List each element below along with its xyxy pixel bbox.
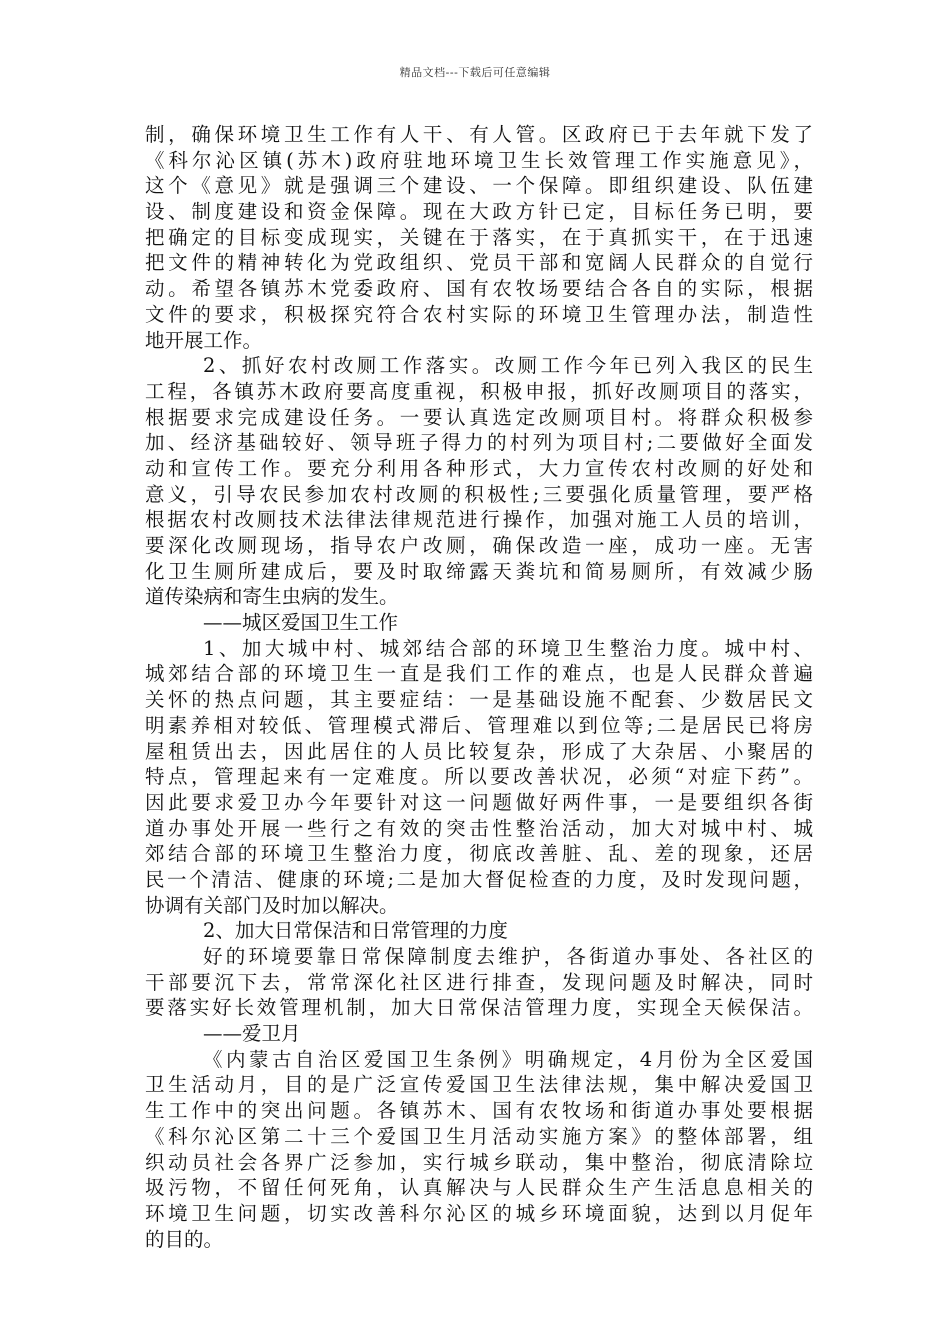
text-line: 《科尔沁区第二十三个爱国卫生月活动实施方案》的整体部署，组	[145, 1124, 813, 1148]
text-line: 这个《意见》就是强调三个建设、一个保障。即组织建设、队伍建	[145, 174, 813, 198]
text-line: 城郊结合部的环境卫生一直是我们工作的难点，也是人民群众普遍	[145, 662, 813, 686]
text-line: 工程，各镇苏木政府要高度重视，积极申报，抓好改厕项目的落实，	[145, 379, 813, 403]
text-line: 关怀的热点问题，其主要症结：一是基础设施不配套、少数居民文	[145, 688, 813, 712]
paragraph-start-line: 1、加大城中村、城郊结合部的环境卫生整治力度。城中村、	[203, 636, 813, 660]
text-line: 文件的要求，积极探究符合农村实际的环境卫生管理办法，制造性	[145, 302, 813, 326]
text-line: 把确定的目标变成现实，关键在于落实，在于真抓实干，在于迅速	[145, 225, 813, 249]
page-header: 精品文档---下载后可任意编辑	[399, 66, 551, 79]
text-line: 化卫生厕所建成后，要及时取缔露天粪坑和简易厕所，有效减少肠	[145, 559, 813, 583]
text-line: 明素养相对较低、管理模式滞后、管理难以到位等;二是居民已将房	[145, 713, 813, 737]
text-line: 根据农村改厕技术法律法律规范进行操作，加强对施工人员的培训，	[145, 508, 813, 532]
text-line: 道办事处开展一些行之有效的突击性整治活动，加大对城中村、城	[145, 816, 813, 840]
text-line: 要落实好长效管理机制，加大日常保洁管理力度，实现全天候保洁。	[145, 996, 813, 1020]
text-line: 地开展工作。	[145, 328, 263, 352]
text-line: 屋租赁出去，因此居住的人员比较复杂，形成了大杂居、小聚居的	[145, 739, 813, 763]
text-line: 设、制度建设和资金保障。现在大政方针已定，目标任务已明，要	[145, 200, 813, 224]
section-heading: ——爱卫月	[203, 1022, 301, 1046]
text-line: 郊结合部的环境卫生整治力度，彻底改善脏、乱、差的现象，还居	[145, 842, 813, 866]
text-line: 干部要沉下去，常常深化社区进行排查，发现问题及时解决，同时	[145, 970, 813, 994]
text-line: 动。希望各镇苏木党委政府、国有农牧场要结合各自的实际，根据	[145, 277, 813, 301]
text-line: 要深化改厕现场，指导农户改厕，确保改造一座，成功一座。无害	[145, 534, 813, 557]
text-line: 加、经济基础较好、领导班子得力的村列为项目村;二要做好全面发	[145, 431, 813, 455]
text-line: 特点，管理起来有一定难度。所以要改善状况，必须“对症下药”。	[145, 765, 813, 789]
text-line: 道传染病和寄生虫病的发生。	[145, 585, 399, 609]
text-line: 卫生活动月，目的是广泛宣传爱国卫生法律法规，集中解决爱国卫	[145, 1073, 813, 1097]
paragraph-start-line: 《内蒙古自治区爱国卫生条例》明确规定，4月份为全区爱国	[203, 1047, 813, 1071]
text-line: 意义，引导农民参加农村改厕的积极性;三要强化质量管理，要严格	[145, 482, 813, 506]
text-line: 根据要求完成建设任务。一要认真选定改厕项目村。将群众积极参	[145, 405, 813, 429]
text-line: 《科尔沁区镇(苏木)政府驻地环境卫生长效管理工作实施意见》，	[145, 148, 813, 172]
document-body	[145, 122, 813, 1252]
text-line: 制，确保环境卫生工作有人干、有人管。区政府已于去年就下发了	[145, 123, 813, 146]
paragraph-start-line: 好的环境要靠日常保障制度去维护，各街道办事处、各社区的	[203, 945, 813, 968]
text-line: 民一个清洁、健康的环境;二是加大督促检查的力度，及时发现问题，	[145, 867, 813, 891]
text-line: 的目的。	[145, 1227, 224, 1251]
text-line: 协调有关部门及时加以解决。	[145, 893, 399, 917]
text-line: 织动员社会各界广泛参加，实行城乡联动，集中整治，彻底清除垃	[145, 1150, 813, 1174]
section-heading: ——城区爱国卫生工作	[203, 611, 399, 635]
text-line: 因此要求爱卫办今年要针对这一问题做好两件事，一是要组织各街	[145, 790, 813, 814]
text-line: 动和宣传工作。要充分利用各种形式，大力宣传农村改厕的好处和	[145, 456, 813, 480]
text-line: 环境卫生问题，切实改善科尔沁区的城乡环境面貌，达到以月促年	[145, 1201, 813, 1225]
paragraph-start-line: 2、抓好农村改厕工作落实。改厕工作今年已列入我区的民生	[203, 354, 813, 378]
text-line: 把文件的精神转化为党政组织、党员干部和宽阔人民群众的自觉行	[145, 251, 813, 275]
subsection-heading: 2、加大日常保洁和日常管理的力度	[203, 919, 508, 943]
text-line: 生工作中的突出问题。各镇苏木、国有农牧场和街道办事处要根据	[145, 1099, 813, 1123]
text-line: 圾污物，不留任何死角，认真解决与人民群众生产生活息息相关的	[145, 1176, 813, 1200]
